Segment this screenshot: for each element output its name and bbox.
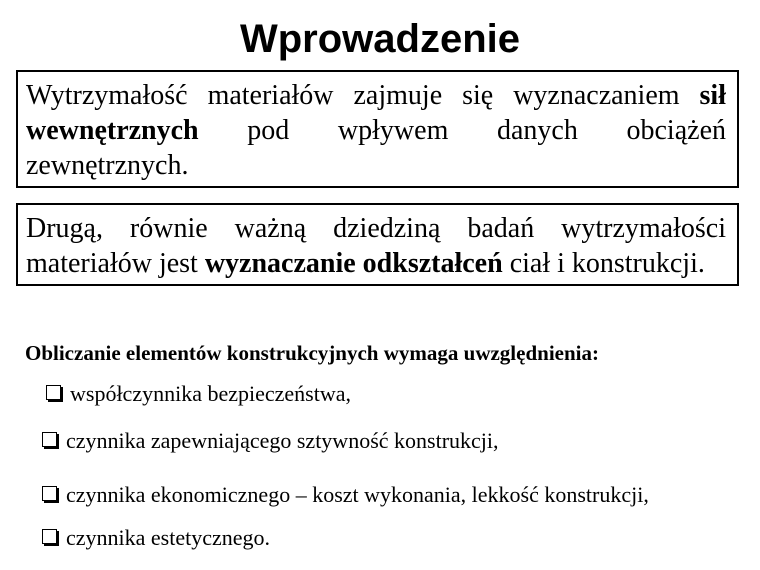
list-item	[46, 380, 351, 408]
list-item-label: czynnika estetycznego.	[66, 525, 271, 550]
box2-bold-term: wyznaczanie odkształceń	[204, 248, 503, 279]
list-item-label: czynnika ekonomicznego – koszt wykonania, lekkość konstrukcji,	[66, 482, 649, 507]
checkbox-square-icon	[42, 432, 57, 447]
list-item	[42, 481, 649, 509]
slide-title: Wprowadzenie	[239, 17, 521, 61]
list-item	[42, 524, 270, 552]
list-item	[42, 427, 499, 455]
definition-box-internal-forces	[16, 70, 739, 188]
requirements-heading: Obliczanie elementów konstrukcyjnych wymaga uwzględnienia:	[25, 341, 599, 365]
box1-bold-term: sił wewnętrznych	[26, 80, 726, 146]
box1-text-end: pod wpływem danych obciążeń zewnętrznych.	[26, 115, 726, 181]
definition-box-deformations	[16, 203, 739, 286]
checkbox-square-icon	[42, 486, 57, 501]
checkbox-square-icon	[46, 385, 61, 400]
checkbox-square-icon	[42, 529, 57, 544]
box2-text-start: Drugą, równie ważną dziedziną badań wytrzymałości materiałów jest	[26, 213, 726, 279]
box2-text-end: ciał i konstrukcji.	[502, 248, 705, 279]
list-item-label: współczynnika bezpieczeństwa,	[70, 381, 351, 406]
list-item-label: czynnika zapewniającego sztywność konstrukcji,	[66, 428, 499, 453]
box1-text-start: Wytrzymałość materiałów zajmuje się wyznaczaniem	[26, 80, 700, 111]
